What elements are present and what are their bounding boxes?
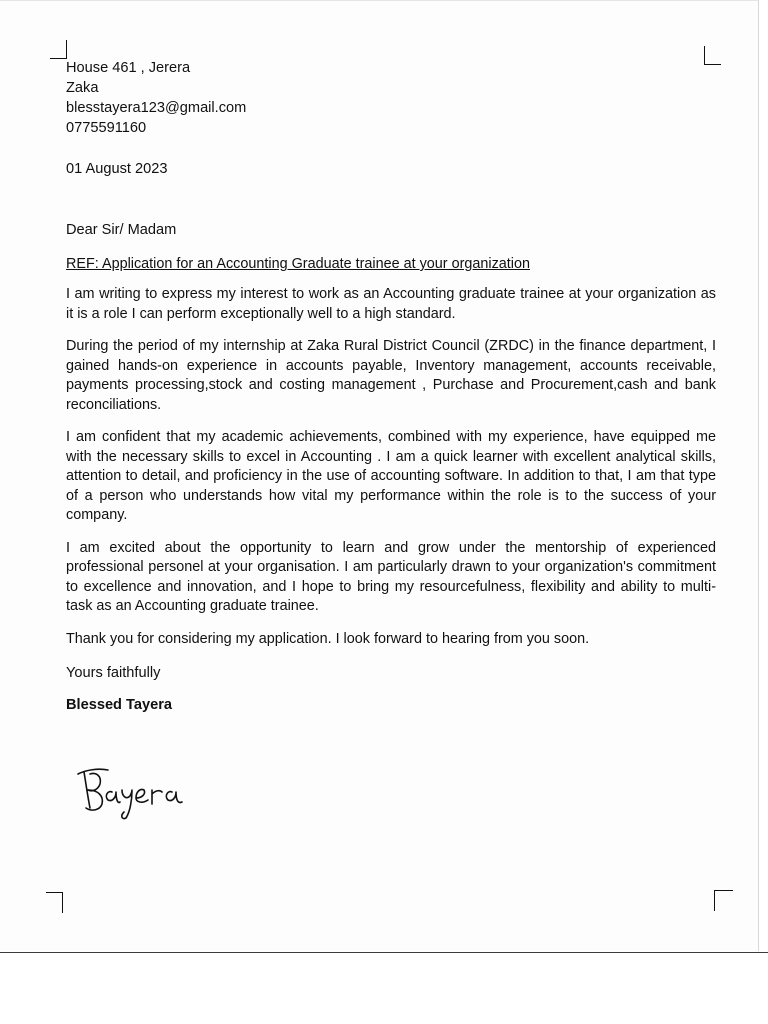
sender-phone: 0775591160	[66, 120, 147, 136]
handwritten-signature-icon	[72, 760, 192, 822]
letter-body	[66, 58, 716, 715]
letter-date: 01 August 2023	[66, 161, 168, 177]
paragraph-internship: During the period of my internship at Zaka Rural District Council (ZRDC) in the finance department, I gained hands-on experience in accounts payable, Inventory management, accounts receivable, payments processing,stock and costing management , Purchase and Procurement,cash and bank reconciliations.	[66, 338, 716, 413]
sender-address-block	[66, 58, 716, 138]
crop-mark-bottom-right-icon	[714, 890, 733, 911]
address-line-1: House 461 , Jerera	[66, 60, 191, 76]
closing: Yours faithfully	[66, 665, 161, 681]
paragraph-thanks: Thank you for considering my application. I look forward to hearing from you soon.	[66, 630, 590, 647]
paragraph-motivation: I am excited about the opportunity to learn and grow under the mentorship of experienced professional personel at your organisation. I am particularly drawn to your organization's commitment to excellence and innovation, and I hope to bring my resourcefulness, flexibility and ability to multi-task as an Accounting graduate trainee.	[66, 539, 716, 614]
signatory-name: Blessed Tayera	[66, 697, 173, 713]
paragraph-intro: I am writing to express my interest to work as an Accounting graduate trainee at your organization as it is a role I can perform exceptionally well to a high standard.	[66, 286, 716, 322]
paragraph-skills: I am confident that my academic achievements, combined with my experience, have equipped me with the necessary skills to excel in Accounting . I am a quick learner with excellent analytical skills, attention to detail, and proficiency in the use of accounting software. In addition to that, I am that type of a person who understands how vital my performance within the role is to the success of your company.	[66, 429, 716, 523]
crop-mark-bottom-left-icon	[46, 892, 63, 913]
reference-line: REF: Application for an Accounting Graduate trainee at your organization	[66, 256, 530, 272]
salutation: Dear Sir/ Madam	[66, 222, 177, 238]
sender-email: blesstayera123@gmail.com	[66, 100, 247, 116]
crop-mark-top-left-icon	[50, 40, 67, 59]
page-edge-line	[0, 952, 768, 953]
address-line-2: Zaka	[66, 80, 99, 96]
